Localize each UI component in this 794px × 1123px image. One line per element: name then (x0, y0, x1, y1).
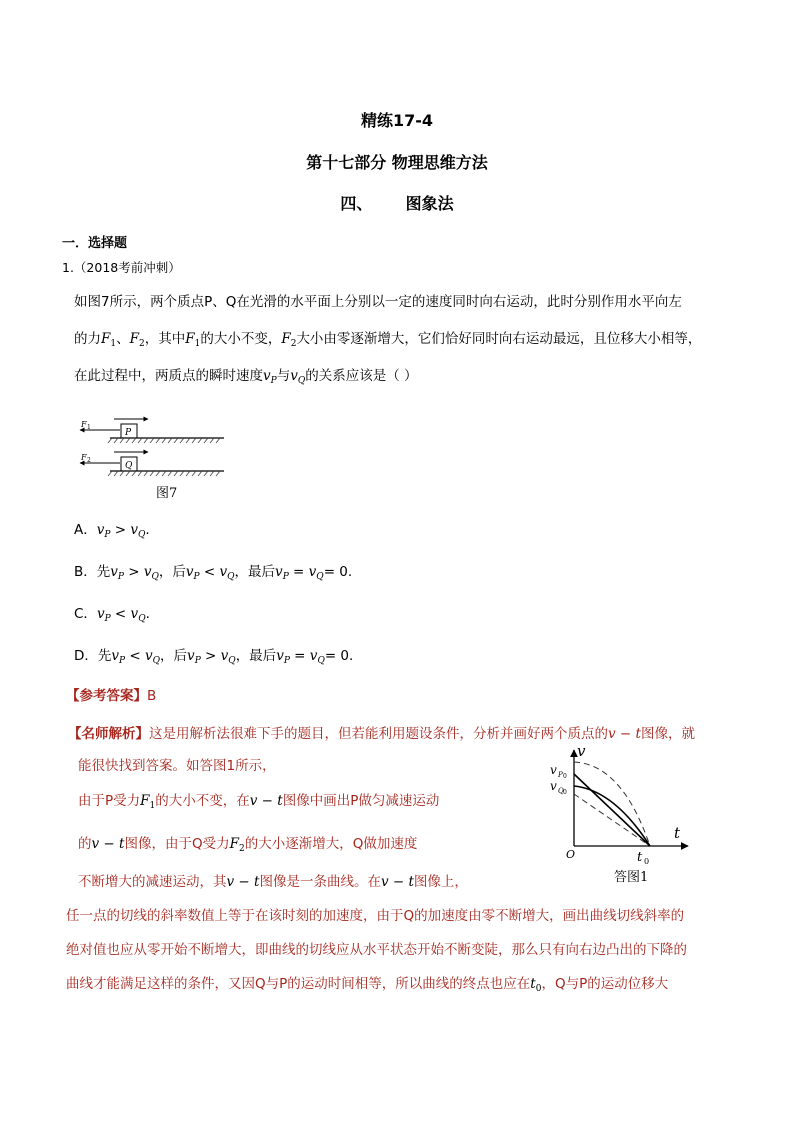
stem-line-2: 的力$F_1$、$F_2$，其中$F_1$的大小不变，$F_2$大小由零逐渐增大，它们恰好同时向右运动最远，且位移大小相等， (74, 331, 702, 349)
document-title: 精练17-4 (360, 111, 434, 130)
t-axis-label: t (674, 824, 681, 842)
answer-tag: 【参考答案】 (66, 688, 147, 704)
reference-answer (66, 686, 156, 706)
force-f1-label: F (81, 420, 87, 429)
svg-text:2: 2 (87, 457, 91, 464)
q-curve (574, 786, 650, 846)
svg-text:0: 0 (644, 857, 650, 866)
block-p-label: P (125, 428, 132, 438)
figure-7 (76, 408, 236, 504)
p-line (574, 774, 650, 846)
svg-text:0: 0 (563, 789, 567, 796)
vq0-label: v (550, 779, 557, 793)
stem-line-1: 如图7所示，两个质点P、Q在光滑的水平面上分别以一定的速度同时向右运动，此时分别作用水平向左 (74, 294, 682, 310)
t0-label: t (637, 850, 643, 865)
option-b[interactable]: B．先$v_P > v_Q$，后$v_P < v_Q$，最后$v_P = v_Q= 0$. (74, 564, 353, 582)
chapter-number: 四、 (340, 194, 373, 213)
analysis-line-6: 任一点的切线的斜率数值上等于在该时刻的加速度，由于Q的加速度由零不断增大，画出曲线切线斜率的 (66, 908, 685, 924)
chapter-title (0, 191, 794, 214)
analysis-line-5: 不断增大的减速运动，其v − t图像是一条曲线。在v − t图像上， (78, 874, 468, 890)
analysis-line-4: 的v − t图像，由于Q受力$F_2$的大小逐渐增大，Q做加速度 (78, 836, 418, 854)
figure-7-caption: 图7 (156, 486, 178, 501)
question-number: 1.（2018考前冲刺） (62, 260, 181, 275)
analysis-tag: 【名师解析】 (68, 726, 149, 742)
option-d[interactable]: D．先$v_P < v_Q$，后$v_P > v_Q$，最后$v_P = v_Q= 0$. (74, 648, 354, 666)
option-c[interactable]: C．$v_P < v_Q$. (74, 606, 150, 624)
svg-text:P: P (558, 771, 563, 779)
block-q-label: Q (125, 461, 133, 471)
answer-graph-1 (544, 744, 694, 890)
force-f2-label: F (81, 453, 87, 462)
analysis-line-3: 由于P受力$F_1$的大小不变，在v − t图像中画出P做匀减速运动 (78, 793, 440, 811)
analysis-line-1: 【名师解析】这是用解析法很难下手的题目，但若能利用题设条件，分析并画好两个质点的v − t图像，就 (68, 726, 695, 742)
stem-line-3: 在此过程中，两质点的瞬时速度$v_P$与$v_Q$的关系应该是（ ） (74, 368, 418, 386)
section-heading: 一．选择题 (62, 236, 128, 251)
analysis-line-2: 能很快找到答案。如答图1所示， (78, 758, 276, 774)
svg-text:0: 0 (563, 773, 567, 780)
svg-text:1: 1 (87, 424, 91, 431)
chapter-name: 图象法 (405, 194, 454, 213)
analysis-line-8: 曲线才能满足这样的条件，又因Q与P的运动时间相等，所以曲线的终点也应在$t_0$，Q与P的运动位移大 (66, 976, 669, 994)
answer-value: B (147, 688, 157, 704)
option-a[interactable]: A．$v_P > v_Q$. (74, 522, 150, 540)
dashed-curve-upper (574, 762, 650, 846)
svg-text:Q: Q (558, 787, 564, 795)
vp0-label: v (550, 763, 557, 777)
analysis-line-7: 绝对值也应从零开始不断增大，即曲线的切线应从水平状态开始不断变陡，那么只有向右边凸出的下降的 (66, 942, 687, 958)
origin-label: O (566, 848, 576, 861)
part-title: 第十七部分 物理思维方法 (306, 153, 488, 172)
v-axis-label: v (577, 744, 586, 760)
answer-graph-caption: 答图1 (614, 870, 649, 885)
